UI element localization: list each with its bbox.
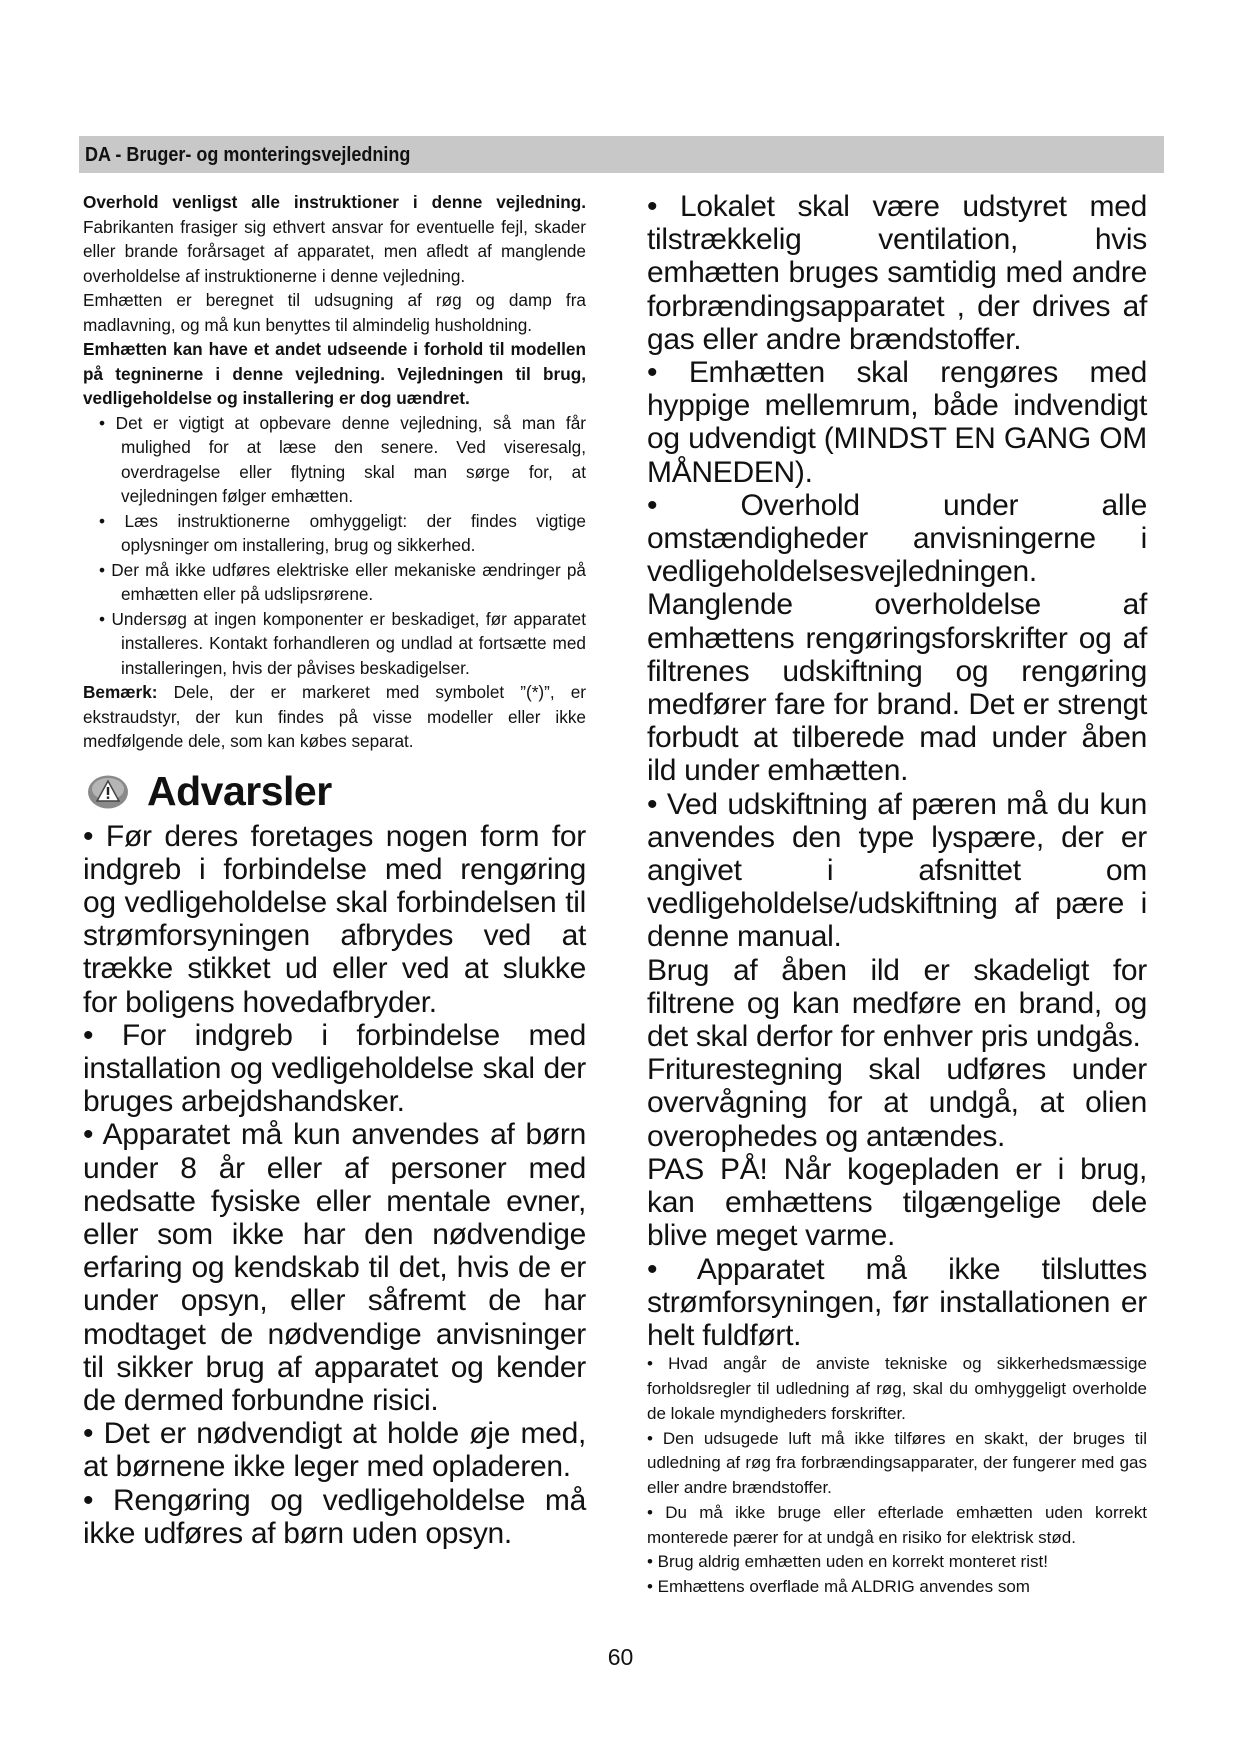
- note-paragraph: [83, 680, 586, 754]
- intro-bold-note: Emhætten kan have et andet udseende i forhold til modellen på tegninerne i denne vejledning. Vejledningen til brug, vedligeholdelse og installering er dog uændret.: [83, 339, 586, 408]
- warnings-title: Advarsler: [147, 768, 332, 814]
- note-text: Dele, der er markeret med symbolet ”(*)”, er ekstraudstyr, der kun findes på visse modeller eller ikke medfølgende dele, som kan købes separat.: [83, 682, 586, 751]
- warning-item: • Lokalet skal være udstyret med tilstrækkelig ventilation, hvis emhætten bruges samtidig med andre forbrændingsapparatet , der drives af gas eller andre brændstoffer.: [647, 190, 1147, 356]
- warning-item: Brug af åben ild er skadeligt for filtrene og kan medføre en brand, og det skal derfor for enhver pris undgås.: [647, 953, 1147, 1054]
- intro-bullet: • Det er vigtigt at opbevare denne vejledning, så man får mulighed for at læse den senere. Ved viseresalg, overdragelse eller flytning skal man sørge for, at vejledningen følger emhætten.: [99, 412, 586, 506]
- right-column: [647, 190, 1147, 1600]
- warning-item: • Overhold under alle omstændigheder anvisningerne i vedligeholdelsesvejledningen.: [647, 488, 1147, 589]
- regulation-item: • Den udsugede luft må ikke tilføres en skakt, der bruges til udledning af røg fra forbrændingsapparater, der fungerer med gas eller andre brændstoffer.: [647, 1428, 1147, 1498]
- intro-bullet: • Læs instruktionerne omhyggeligt: der findes vigtige oplysninger om installering, brug og sikkerhed.: [99, 510, 586, 555]
- warning-triangle-icon: [87, 774, 129, 810]
- regulation-item: • Brug aldrig emhætten uden en korrekt monteret rist!: [647, 1552, 1048, 1572]
- warning-item: • Apparatet må kun anvendes af børn under 8 år eller af personer med nedsatte fysiske eller mentale evner, eller som ikke har den nødvendige erfaring og kendskab til det, hvis de er under opsyn, eller såfremt de har modtaget de nødvendige anvisninger til sikker brug af apparatet og kender de dermed forbundne risici.: [83, 1118, 586, 1417]
- warning-item: • Før deres foretages nogen form for indgreb i forbindelse med rengøring og vedligeholdelse skal forbindelsen til strømforsyningen afbrydes ved at trække stikket ud eller ved at slukke for boligens hovedafbryder.: [83, 819, 586, 1019]
- intro-paragraph-3: [83, 337, 586, 411]
- intro-bold-lead: Overhold venligst alle instruktioner i denne vejledning.: [83, 192, 586, 212]
- intro-bullet: • Undersøg at ingen komponenter er beskadiget, før apparatet installeres. Kontakt forhandleren og undlad at fortsætte med installeringen, hvis der påvises beskadigelser.: [99, 608, 586, 678]
- note-label: Bemærk:: [83, 682, 158, 702]
- left-column: [83, 190, 586, 1550]
- intro-paragraph-1: [83, 190, 586, 288]
- intro-text: Fabrikanten frasiger sig ethvert ansvar for eventuelle fejl, skader eller brande forårsaget af apparatet, men afledt af manglende overholdelse af instruktionerne i denne vejledning.: [83, 216, 586, 286]
- warning-item: Manglende overholdelse af emhættens rengøringsforskrifter og af filtrenes udskiftning og rengøring medfører fare for brand. Det er strengt forbudt at tilberede mad under åben ild under emhætten.: [647, 588, 1147, 788]
- warning-item: PAS PÅ! Når kogepladen er i brug, kan emhættens tilgængelige dele blive meget varme.: [647, 1152, 1147, 1253]
- section-header-title: DA - Bruger- og monteringsvejledning: [85, 144, 411, 166]
- warning-item: • Emhætten skal rengøres med hyppige mellemrum, både indvendigt og udvendigt (MINDST EN GANG OM MÅNEDEN).: [647, 356, 1147, 489]
- intro-paragraph-2: Emhætten er beregnet til udsugning af røg og damp fra madlavning, og må kun benyttes til almindelig husholdning.: [83, 290, 586, 335]
- section-header-bar: [79, 136, 1164, 173]
- warning-item: • Det er nødvendigt at holde øje med, at børnene ikke leger med opladeren.: [83, 1417, 586, 1484]
- warning-item: • Apparatet må ikke tilsluttes strømforsyningen, før installationen er helt fuldført.: [647, 1252, 1147, 1352]
- warning-item: • Ved udskiftning af pæren må du kun anvendes den type lyspære, der er angivet i afsnittet om vedligeholdelse/udskiftning af pære i denne manual.: [647, 787, 1147, 954]
- warnings-heading: [83, 770, 586, 814]
- warning-item: Friturestegning skal udføres under overvågning for at undgå, at olien overophedes og antændes.: [647, 1053, 1147, 1153]
- page-number: 60: [607, 1644, 634, 1670]
- warning-item: • Rengøring og vedligeholdelse må ikke udføres af børn uden opsyn.: [83, 1483, 586, 1550]
- regulation-item: • Emhættens overflade må ALDRIG anvendes som: [647, 1577, 1030, 1597]
- regulation-item: • Du må ikke bruge eller efterlade emhætten uden korrekt monterede pærer for at undgå en risiko for elektrisk stød.: [647, 1502, 1147, 1547]
- warning-item: • For indgreb i forbindelse med installation og vedligeholdelse skal der bruges arbejdshandsker.: [83, 1018, 586, 1119]
- regulation-item: • Hvad angår de anviste tekniske og sikkerhedsmæssige forholdsregler til udledning af røg, skal du omhyggeligt overholde de lokale myndigheders forskrifter.: [647, 1354, 1147, 1423]
- intro-bullet: • Der må ikke udføres elektriske eller mekaniske ændringer på emhætten eller på udslipsrørene.: [99, 559, 586, 604]
